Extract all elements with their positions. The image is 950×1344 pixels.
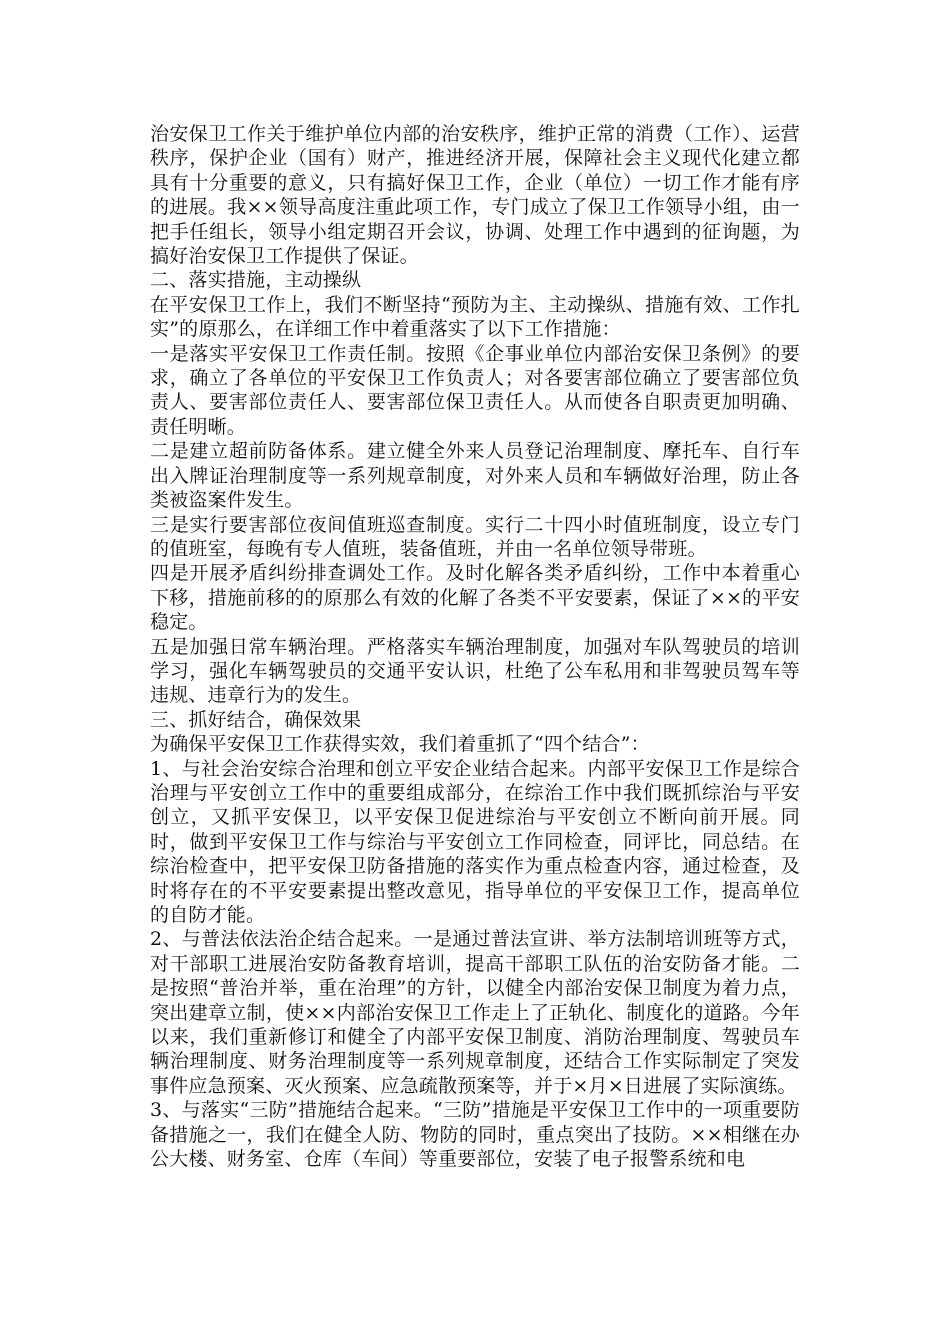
section-heading-2: 二、落实措施，主动操纵 bbox=[150, 269, 362, 292]
paragraph: 一是落实平安保卫工作责任制。按照《企事业单位内部治安保卫条例》的要求，确立了各单位的平安保卫工作负责人；对各要害部位确立了要害部位负责人、要害部位责任人、要害部位保卫责任人。从而使各自职责更加明确、责任明晰。 bbox=[150, 342, 800, 438]
paragraph: 3、与落实“三防”措施结合起来。“三防”措施是平安保卫工作中的一项重要防备措施之一，我们在健全人防、物防的同时，重点突出了技防。××相继在办公大楼、财务室、仓库（车间）等重要部位，安装了电子报警系统和电 bbox=[150, 1099, 800, 1171]
paragraph: 三是实行要害部位夜间值班巡查制度。实行二十四小时值班制度，设立专门的值班室，每晚有专人值班，装备值班，并由一名单位领导带班。 bbox=[150, 513, 800, 560]
document-body bbox=[150, 122, 800, 1171]
paragraph: 在平安保卫工作上，我们不断坚持“预防为主、主动操纵、措施有效、工作扎实”的原那么，在详细工作中着重落实了以下工作措施： bbox=[150, 293, 800, 341]
section-heading-3: 三、抓好结合，确保效果 bbox=[150, 708, 362, 731]
paragraph: 四是开展矛盾纠纷排查调处工作。及时化解各类矛盾纠纷，工作中本着重心下移，措施前移的的原那么有效的化解了各类不平安要素，保证了××的平安稳定。 bbox=[150, 562, 800, 634]
paragraph: 二是建立超前防备体系。建立健全外来人员登记治理制度、摩托车、自行车出入牌证治理制度等一系列规章制度，对外来人员和车辆做好治理，防止各类被盗案件发生。 bbox=[150, 440, 800, 512]
paragraph: 为确保平安保卫工作获得实效，我们着重抓了“四个结合”： bbox=[150, 733, 650, 756]
paragraph: 2、与普法依法治企结合起来。一是通过普法宣讲、举方法制培训班等方式，对干部职工进展治安防备教育培训，提高干部职工队伍的治安防备才能。二是按照“普治并举，重在治理”的方针，以健全内部治安保卫制度为着力点，突出建章立制，使××内部治安保卫工作走上了正轨化、制度化的道路。今年以来，我们重新修订和健全了内部平安保卫制度、消防治理制度、驾驶员车辆治理制度、财务治理制度等一系列规章制度，还结合工作实际制定了突发事件应急预案、灭火预案、应急疏散预案等，并于×月×日进展了实际演练。 bbox=[150, 928, 800, 1097]
paragraph: 1、与社会治安综合治理和创立平安企业结合起来。内部平安保卫工作是综合治理与平安创立工作中的重要组成部分，在综治工作中我们既抓综治与平安创立，又抓平安保卫，以平安保卫促进综治与平安创立不断向前开展。同时，做到平安保卫工作与综治与平安创立工作同检查，同评比，同总结。在综治检查中，把平安保卫防备措施的落实作为重点检查内容，通过检查，及时将存在的不平安要素提出整改意见，指导单位的平安保卫工作，提高单位的自防才能。 bbox=[150, 757, 800, 926]
paragraph-intro: 治安保卫工作关于维护单位内部的治安秩序，维护正常的消费（工作）、运营秩序，保护企业（国有）财产，推进经济开展，保障社会主义现代化建立都具有十分重要的意义，只有搞好保卫工作，企业（单位）一切工作才能有序的进展。我××领导高度注重此项工作，专门成立了保卫工作领导小组，由一把手任组长，领导小组定期召开会议，协调、处理工作中遇到的征询题，为搞好治安保卫工作提供了保证。 bbox=[150, 123, 800, 268]
paragraph: 五是加强日常车辆治理。严格落实车辆治理制度，加强对车队驾驶员的培训学习，强化车辆驾驶员的交通平安认识，杜绝了公车私用和非驾驶员驾车等违规、违章行为的发生。 bbox=[150, 635, 800, 707]
